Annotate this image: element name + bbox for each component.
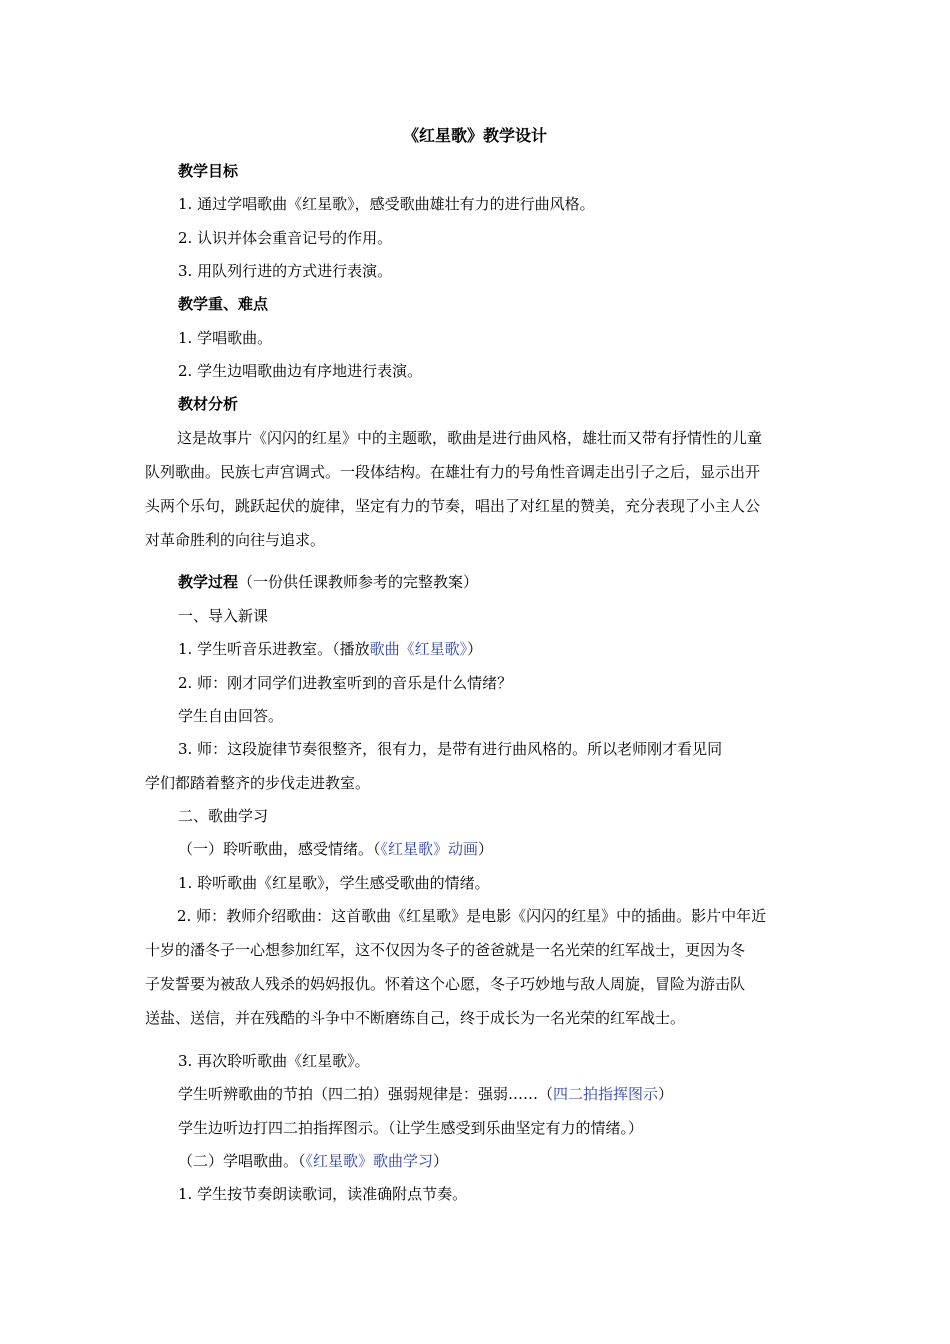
sub-section-2 <box>178 1150 448 1172</box>
listen-item-3: 3. 再次聆听歌曲《红星歌》。 <box>178 1052 370 1070</box>
beat-text: 学生听辨歌曲的节拍（四二拍）强弱规律是：强弱……（ <box>178 1085 554 1103</box>
listen-item-1: 1. 聆听歌曲《红星歌》，学生感受歌曲的情绪。 <box>178 874 490 892</box>
objectives-heading: 教学目标 <box>178 162 239 180</box>
document-title: 《红星歌》教学设计 <box>402 126 547 145</box>
song-red-star-link[interactable]: 歌曲《红星歌》 <box>369 640 468 658</box>
process-heading: 教学过程 <box>178 573 239 591</box>
listen-item-2-paragraph <box>145 905 810 1041</box>
listen-item-2-line-4: 送盐、送信，并在残酷的斗争中不断磨练自己，终于成长为一名光荣的红军战士。 <box>145 1009 686 1027</box>
listen-item-2-line-3: 子发誓要为被敌人残杀的妈妈报仇。怀着这个心愿，冬子巧妙地与敌人周旋，冒险为游击队 <box>145 975 746 993</box>
intro-item-1-close: ） <box>467 640 483 658</box>
conducting-diagram-link[interactable]: 四二拍指挥图示 <box>553 1085 659 1103</box>
intro-item-1-text: 1. 学生听音乐进教室。（播放 <box>178 640 370 658</box>
objective-item-1: 1. 通过学唱歌曲《红星歌》，感受歌曲雄壮有力的进行曲风格。 <box>178 195 595 213</box>
beat-line <box>178 1083 673 1105</box>
objective-item-2: 2. 认识并体会重音记号的作用。 <box>178 229 393 247</box>
sub-section-1-text: （一）聆听歌曲，感受情绪。（ <box>178 840 381 858</box>
analysis-line-1: 这是故事片《闪闪的红星》中的主题歌，歌曲是进行曲风格，雄壮而又带有抒情性的儿童 <box>177 429 763 447</box>
sub-section-1 <box>178 838 493 860</box>
analysis-line-4: 对革命胜利的向往与追求。 <box>145 531 326 549</box>
intro-item-3-line-1: 3. 师：这段旋律节奏很整齐，很有力，是带有进行曲风格的。所以老师刚才看见同 <box>178 740 723 758</box>
listen-item-2-line-1: 2. 师：教师介绍歌曲：这首歌曲《红星歌》是电影《闪闪的红星》中的插曲。影片中年近 <box>177 907 767 925</box>
key-point-item-1: 1. 学唱歌曲。 <box>178 329 273 347</box>
analysis-paragraph <box>145 427 810 563</box>
sub-section-2-text: （二）学唱歌曲。（ <box>178 1152 306 1170</box>
key-points-heading: 教学重、难点 <box>178 295 269 313</box>
process-heading-line <box>178 571 478 593</box>
intro-answer: 学生自由回答。 <box>178 707 284 725</box>
key-point-item-2: 2. 学生边唱歌曲边有序地进行表演。 <box>178 362 423 380</box>
section-intro-heading: 一、导入新课 <box>178 607 269 625</box>
conduct-line: 学生边听边打四二拍指挥图示。（让学生感受到乐曲坚定有力的情绪。） <box>178 1119 644 1137</box>
intro-item-1 <box>178 638 482 660</box>
sub-section-2-close: ） <box>433 1152 449 1170</box>
intro-item-3-line-2: 学们都踏着整齐的步伐走进教室。 <box>145 774 371 792</box>
process-heading-note: （一份供任课教师参考的完整教案） <box>238 573 479 591</box>
intro-item-2: 2. 师：刚才同学们进教室听到的音乐是什么情绪？ <box>178 674 513 692</box>
sub-section-1-close: ） <box>478 840 494 858</box>
song-learning-link[interactable]: 《红星歌》歌曲学习 <box>305 1152 434 1170</box>
analysis-line-3: 头两个乐句，跳跃起伏的旋律，坚定有力的节奏，唱出了对红星的赞美，充分表现了小主人公 <box>145 497 761 515</box>
listen-item-2-line-2: 十岁的潘冬子一心想参加红军，这不仅因为冬子的爸爸就是一名光荣的红军战士，更因为冬 <box>145 941 746 959</box>
analysis-heading: 教材分析 <box>178 395 239 413</box>
objective-item-3: 3. 用队列行进的方式进行表演。 <box>178 262 393 280</box>
analysis-line-2: 队列歌曲。民族七声宫调式。一段体结构。在雄壮有力的号角性音调走出引子之后，显示出开 <box>145 463 761 481</box>
animation-link[interactable]: 《红星歌》动画 <box>380 840 479 858</box>
learn-item-1: 1. 学生按节奏朗读歌词，读准确附点节奏。 <box>178 1185 468 1203</box>
section-song-heading: 二、歌曲学习 <box>178 807 269 825</box>
beat-close: ） <box>658 1085 674 1103</box>
